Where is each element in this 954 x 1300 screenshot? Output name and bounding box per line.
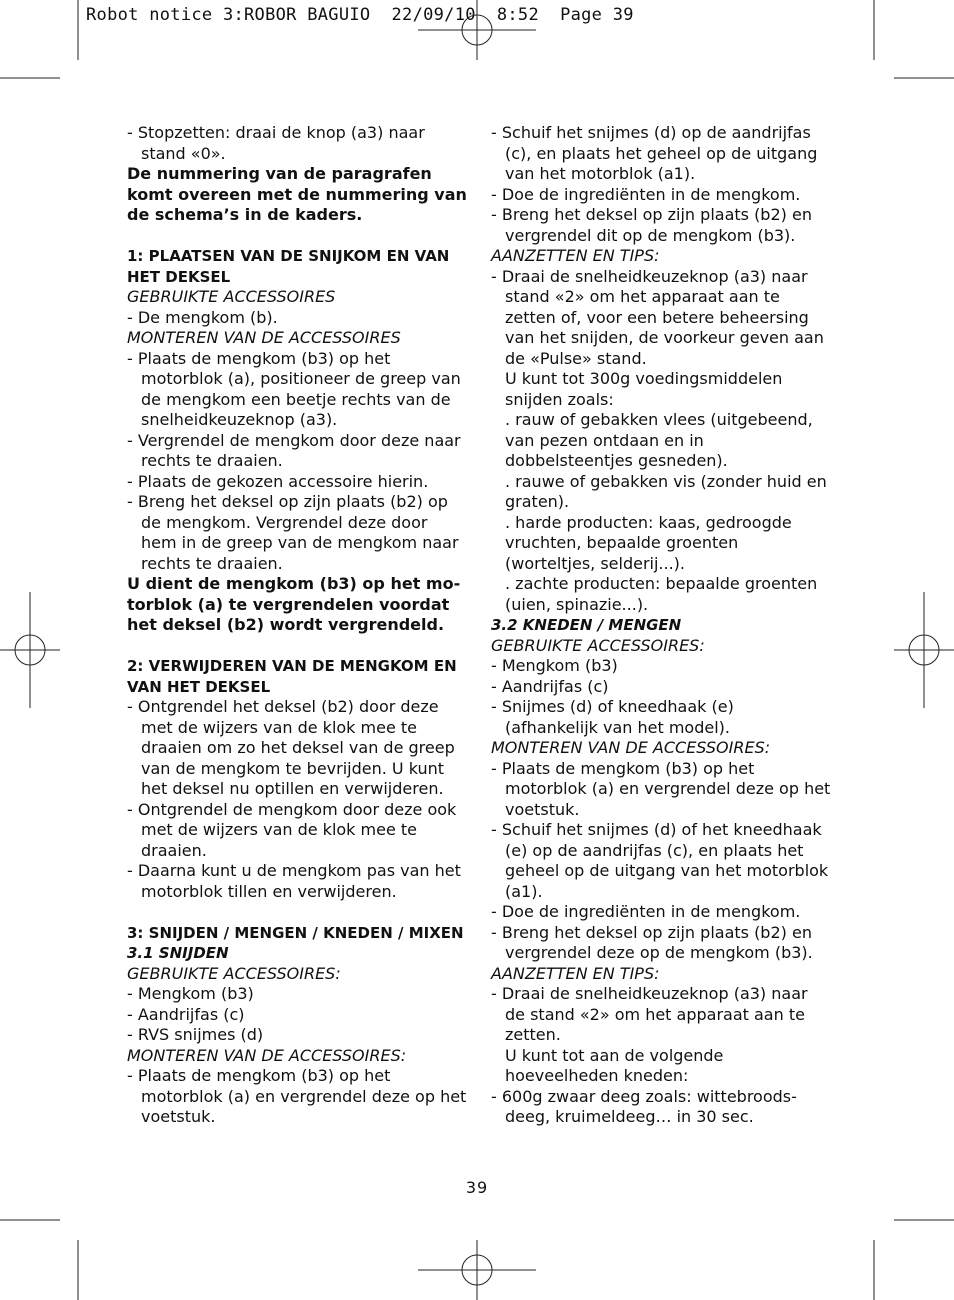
subsection-label: GEBRUIKTE ACCESSOIRES bbox=[127, 287, 336, 306]
subsection-label: GEBRUIKTE ACCESSOIRES: bbox=[491, 635, 705, 655]
subsection-label: MONTEREN VAN DE ACCESSOIRES: bbox=[491, 738, 771, 757]
list-item: - Ontgrendel het deksel (b2) door deze met de wijzers van de klok mee te draaien om zo het deksel van de greep van de mengkom te bevrijden. U kunt het deksel nu optillen en verwijderen. bbox=[127, 697, 455, 798]
list-item: - Breng het deksel op zijn plaats (b2) en vergrendel dit op de mengkom (b3). bbox=[491, 205, 812, 245]
list-item: - Breng het deksel op zijn plaats (b2) op de mengkom. Vergrendel deze door hem in de greep van de mengkom naar rechts te draaien. bbox=[127, 492, 459, 573]
subsection-label: MONTEREN VAN DE ACCESSOIRES: bbox=[127, 1045, 407, 1065]
left-text-column bbox=[127, 123, 467, 1128]
section-heading: 2: VERWIJDEREN VAN DE MENGKOM EN VAN HET DEKSEL bbox=[127, 657, 457, 696]
section-heading: 1: PLAATSEN VAN DE SNIJKOM EN VAN HET DEKSEL bbox=[127, 247, 450, 286]
section-heading: 3: SNIJDEN / MENGEN / KNEDEN / MIXEN bbox=[127, 923, 464, 942]
list-item: - Schuif het snijmes (d) of het kneedhaak (e) op de aandrijfas (c), en plaats het geheel op de uitgang van het motorblok (a1). bbox=[491, 820, 829, 901]
bold-note: De nummering van de paragrafen komt overeen met de nummering van de schema’s in de kaders. bbox=[127, 164, 467, 224]
list-item: - Plaats de mengkom (b3) op het motorblok (a) en vergrendel deze op het voetstuk. bbox=[491, 758, 831, 819]
list-item: - Daarna kunt u de mengkom pas van het motorblok tillen en verwijderen. bbox=[127, 861, 461, 901]
subsection-label: GEBRUIKTE ACCESSOIRES: bbox=[127, 963, 341, 983]
list-item: - Draai de snelheidkeuzeknop (a3) naar de stand «2» om het apparaat aan te zetten. bbox=[491, 984, 808, 1044]
list-item: - Mengkom (b3) bbox=[491, 656, 618, 675]
indented-text: U kunt tot aan de volgende hoeveelheden kneden: bbox=[505, 1045, 724, 1085]
indented-text: . zachte producten: bepaalde groenten (uien, spinazie...). bbox=[505, 574, 818, 614]
indented-text: . rauw of gebakken vlees (uitgebeend, van pezen ontdaan en in dobbelsteentjes gesneden). bbox=[505, 410, 813, 470]
list-item: - Plaats de mengkom (b3) op het motorblok (a), positioneer de greep van de mengkom een beetje rechts van de snelheidkeuzeknop (a3). bbox=[127, 348, 461, 429]
list-item: - Doe de ingrediënten in de mengkom. bbox=[491, 184, 801, 204]
bold-note: U dient de mengkom (b3) op het mo-torblok (a) te vergrendelen voordat het deksel (b2) wordt vergrendeld. bbox=[127, 574, 461, 634]
list-item: - Schuif het snijmes (d) op de aandrijfas (c), en plaats het geheel op de uitgang van het motorblok (a1). bbox=[491, 123, 818, 183]
list-item: - Plaats de mengkom (b3) op het motorblok (a) en vergrendel deze op het voetstuk. bbox=[127, 1066, 467, 1126]
paragraph-spacer bbox=[127, 902, 467, 923]
subsection-heading: 3.2 KNEDEN / MENGEN bbox=[491, 616, 682, 634]
list-item: - 600g zwaar deeg zoals: wittebroods-deeg, kruimeldeeg… in 30 sec. bbox=[491, 1086, 797, 1126]
paragraph-spacer bbox=[127, 636, 467, 657]
indented-text: . harde producten: kaas, gedroogde vruchten, bepaalde groenten (worteltjes, selderij...). bbox=[505, 512, 792, 573]
subsection-label: AANZETTEN EN TIPS: bbox=[491, 246, 660, 265]
list-item: - Stopzetten: draai de knop (a3) naar stand «0». bbox=[127, 123, 425, 163]
list-item: - Plaats de gekozen accessoire hierin. bbox=[127, 471, 429, 491]
list-item: - Ontgrendel de mengkom door deze ook met de wijzers van de klok mee te draaien. bbox=[127, 799, 457, 860]
print-slug-header: Robot notice 3:ROBOR BAGUIO 22/09/10 8:52 Page 39 bbox=[86, 5, 634, 25]
list-item: - Mengkom (b3) bbox=[127, 984, 254, 1003]
indented-text: U kunt tot 300g voedingsmiddelen snijden zoals: bbox=[505, 369, 783, 409]
list-item: - Breng het deksel op zijn plaats (b2) en vergrendel deze op de mengkom (b3). bbox=[491, 922, 813, 962]
list-item: - Vergrendel de mengkom door deze naar rechts te draaien. bbox=[127, 430, 461, 470]
page-number: 39 bbox=[465, 1178, 489, 1197]
paragraph-spacer bbox=[127, 226, 467, 247]
list-item: - RVS snijmes (d) bbox=[127, 1025, 264, 1044]
indented-text: . rauwe of gebakken vis (zonder huid en graten). bbox=[505, 471, 827, 511]
right-text-column bbox=[491, 123, 831, 1128]
list-item: - Doe de ingrediënten in de mengkom. bbox=[491, 902, 801, 921]
subsection-label: MONTEREN VAN DE ACCESSOIRES bbox=[127, 328, 401, 347]
list-item: - Draai de snelheidkeuzeknop (a3) naar stand «2» om het apparaat aan te zetten of, voor een betere beheersing van het snijden, de voorkeur geven aan de «Pulse» stand. bbox=[491, 266, 824, 368]
subsection-label: AANZETTEN EN TIPS: bbox=[491, 963, 660, 983]
subsection-heading: 3.1 SNIJDEN bbox=[127, 944, 229, 962]
list-item: - Aandrijfas (c) bbox=[491, 676, 609, 696]
list-item: - De mengkom (b). bbox=[127, 307, 278, 327]
list-item: - Snijmes (d) of kneedhaak (e) (afhankelijk van het model). bbox=[491, 697, 734, 737]
list-item: - Aandrijfas (c) bbox=[127, 1004, 245, 1024]
